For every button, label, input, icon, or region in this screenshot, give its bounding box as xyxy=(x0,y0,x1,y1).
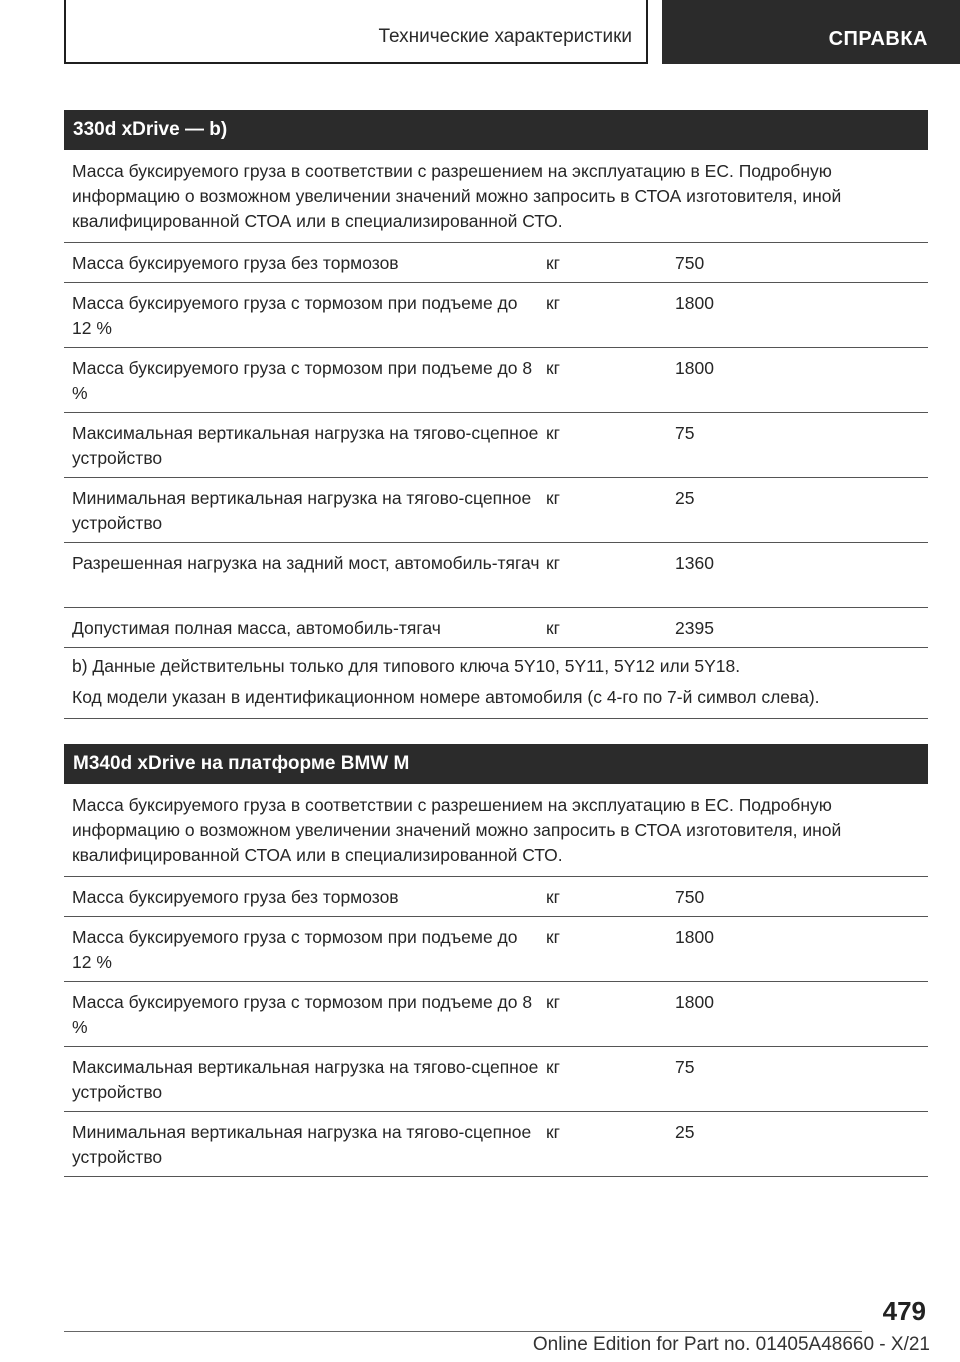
table-row xyxy=(64,478,928,543)
row-unit: кг xyxy=(546,887,561,907)
row-name: Масса буксируемого груза без тормозов xyxy=(72,253,399,273)
table-row xyxy=(64,348,928,413)
header-chapter-title: СПРАВКА xyxy=(828,28,928,50)
row-unit: кг xyxy=(546,1057,561,1077)
row-unit: кг xyxy=(546,293,561,313)
footer-divider xyxy=(64,1331,862,1332)
header-section-tab xyxy=(64,0,648,64)
section-title: 330d xDrive — b) xyxy=(64,110,928,150)
row-value: 1800 xyxy=(675,992,714,1012)
page-number: 479 xyxy=(882,1296,926,1326)
row-name: Минимальная вертикальная нагрузка на тягово-сцепное устройство xyxy=(72,488,532,533)
row-name: Допустимая полная масса, автомобиль-тягач xyxy=(72,618,441,638)
section-intro: Масса буксируемого груза в соответствии с разрешением на эксплуатацию в ЕС. Подробную информацию о возможном увеличении значений можно запросить в СТОА изготовителя, иной квалифицированной СТОА или в специализированной СТО. xyxy=(64,150,928,243)
section-title: M340d xDrive на платформе BMW M xyxy=(64,744,928,784)
edition-info: Online Edition for Part no. 01405A48660 - X/21 xyxy=(532,1334,930,1355)
row-unit: кг xyxy=(546,423,561,443)
row-value: 2395 xyxy=(675,618,714,638)
row-name: Масса буксируемого груза без тормозов xyxy=(72,887,399,907)
footnote: b) Данные действительны только для типового ключа 5Y10, 5Y11, 5Y12 или 5Y18. xyxy=(72,656,741,676)
row-unit: кг xyxy=(546,358,561,378)
row-unit: кг xyxy=(546,253,561,273)
row-name: Масса буксируемого груза с тормозом при подъеме до 12 % xyxy=(72,293,518,338)
row-unit: кг xyxy=(546,1122,561,1142)
row-value: 25 xyxy=(675,1122,695,1142)
table-row xyxy=(64,543,928,608)
row-value: 75 xyxy=(675,423,695,443)
table-row xyxy=(64,243,928,283)
row-name: Максимальная вертикальная нагрузка на тягово-сцепное устройство xyxy=(72,423,539,468)
row-name: Масса буксируемого груза с тормозом при подъеме до 8 % xyxy=(72,992,533,1037)
section-intro: Масса буксируемого груза в соответствии с разрешением на эксплуатацию в ЕС. Подробную информацию о возможном увеличении значений можно запросить в СТОА изготовителя, иной квалифицированной СТОА или в специализированной СТО. xyxy=(64,784,928,877)
row-value: 750 xyxy=(675,253,705,273)
header-chapter-tab xyxy=(662,0,960,64)
table-row xyxy=(64,608,928,648)
table-row xyxy=(64,917,928,982)
row-value: 1800 xyxy=(675,927,714,947)
table-row xyxy=(64,982,928,1047)
row-value: 750 xyxy=(675,887,705,907)
table-row xyxy=(64,1047,928,1112)
row-value: 1800 xyxy=(675,358,714,378)
spec-section-330d xyxy=(64,110,928,719)
table-row xyxy=(64,877,928,917)
table-row xyxy=(64,283,928,348)
row-name: Минимальная вертикальная нагрузка на тягово-сцепное устройство xyxy=(72,1122,532,1167)
table-row xyxy=(64,1112,928,1177)
row-name: Масса буксируемого груза с тормозом при подъеме до 8 % xyxy=(72,358,533,403)
row-value: 75 xyxy=(675,1057,695,1077)
row-unit: кг xyxy=(546,992,561,1012)
header-section-title: Технические характеристики xyxy=(378,26,632,47)
row-name: Разрешенная нагрузка на задний мост, автомобиль-тягач xyxy=(72,553,540,573)
row-unit: кг xyxy=(546,927,561,947)
row-value: 1800 xyxy=(675,293,714,313)
row-name: Максимальная вертикальная нагрузка на тягово-сцепное устройство xyxy=(72,1057,539,1102)
row-unit: кг xyxy=(546,553,561,573)
row-value: 25 xyxy=(675,488,695,508)
model-code-note: Код модели указан в идентификационном номере автомобиля (с 4-го по 7-й символ слева). xyxy=(64,679,928,719)
row-value: 1360 xyxy=(675,553,714,573)
spec-section-m340d xyxy=(64,744,928,1177)
row-name: Масса буксируемого груза с тормозом при подъеме до 12 % xyxy=(72,927,518,972)
row-unit: кг xyxy=(546,618,561,638)
row-unit: кг xyxy=(546,488,561,508)
table-row xyxy=(64,413,928,478)
